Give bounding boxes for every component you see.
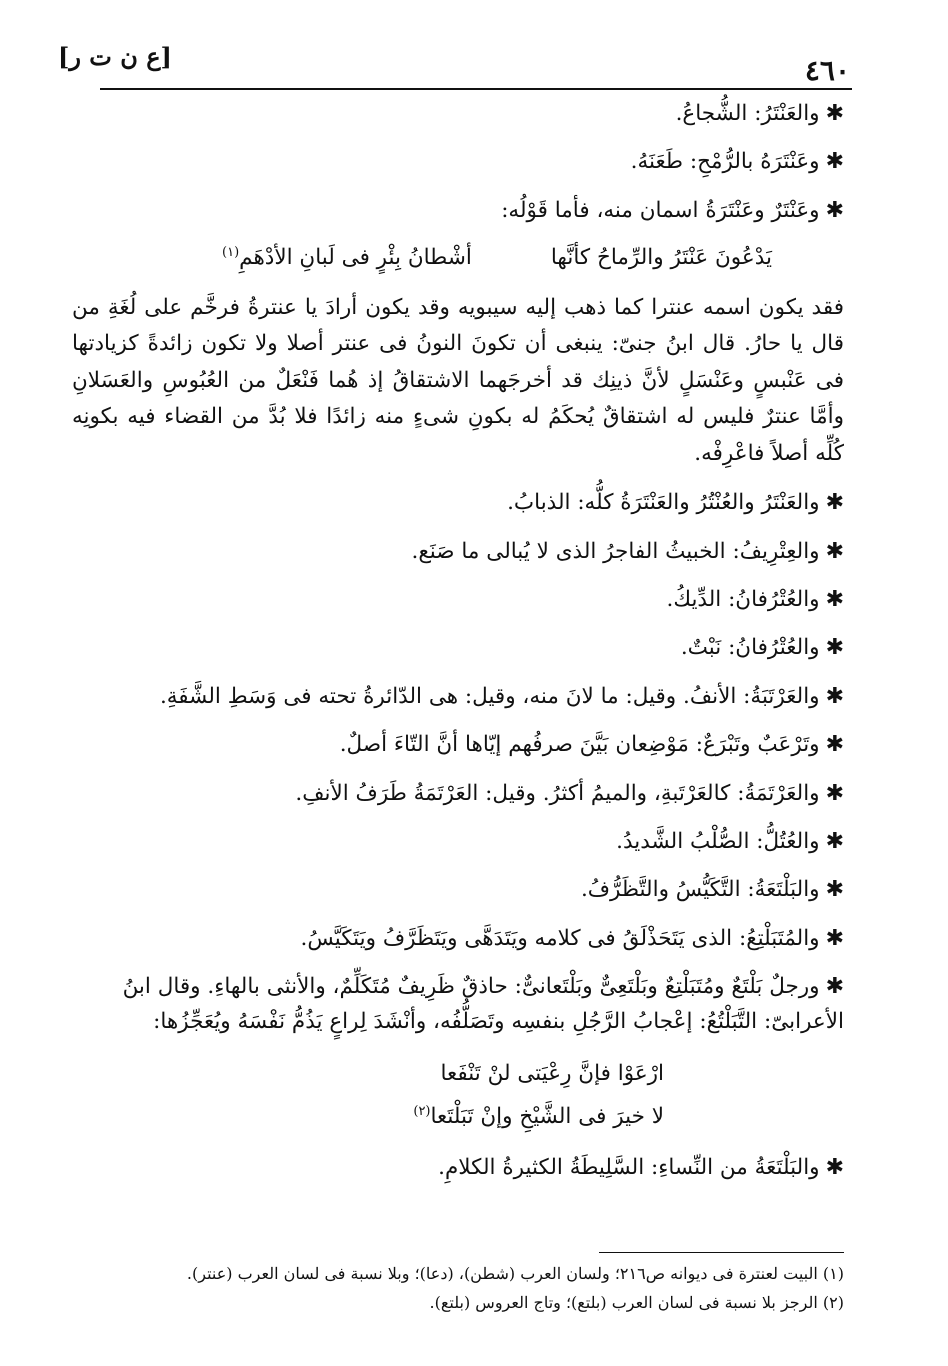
entry-text: والعُتُلُّ: الصُّلْبُ الشَّديدُ. bbox=[616, 829, 820, 855]
asterisk-icon: ✱ bbox=[825, 780, 844, 806]
entry bbox=[72, 144, 844, 179]
entry-text: ورجلٌ بَلْتَعٌ ومُتَبَلْتِعٌ وبَلْتَعِىٌّ وبَلْتَعانىٌّ: حاذقٌ ظَرِيفٌ مُتَكَلِّمٌ، والأنثى بالهاءِ. وقال ابنُ الأعرابىّ: التَّبَلْتُعُ: إعْجابُ الرَّجُلِ بنفسِه وتَصَلُّفُه، وأنْشَدَ لِراعٍ يَذُمُّ نَفْسَهُ ويُعَجِّزُها: bbox=[122, 974, 844, 1034]
asterisk-icon: ✱ bbox=[825, 635, 844, 661]
entry-text: وتَرْعَبٌ وتَبْرَعٌ: مَوْضِعان بَيَّنَ صرفُهم إيّاها أنَّ التّاءَ أصلٌ. bbox=[339, 732, 820, 758]
entry-text: وعَنْتَرٌ وعَنْتَرَةُ اسمان منه، فأما قَوْلُه: bbox=[501, 197, 820, 223]
entry bbox=[72, 485, 844, 520]
verse-second-hemistich bbox=[222, 241, 472, 275]
rajaz-line-2-text: لا خيرَ فى الشَّيْخِ وإنْ تَبَلْتَعا bbox=[430, 1103, 664, 1129]
rajaz-line-2 bbox=[72, 1095, 664, 1138]
entry-text: والبَلْتَعَةُ من النِّساءِ: السَّلِيطَةُ الكثيرةُ الكلامِ. bbox=[438, 1154, 820, 1180]
entry bbox=[72, 582, 844, 617]
asterisk-icon: ✱ bbox=[825, 683, 844, 709]
entry bbox=[72, 1150, 844, 1185]
entry bbox=[72, 193, 844, 228]
verse-second-text: أشْطانُ بِئْرٍ فى لَبانِ الأدْهَمِ bbox=[239, 245, 472, 271]
footnote-ref: (٢) bbox=[413, 1103, 431, 1119]
header-rule bbox=[100, 88, 852, 90]
footnote-rule bbox=[599, 1252, 844, 1253]
entry bbox=[72, 969, 844, 1039]
footnote-2: (٢) الرجز بلا نسبة فى لسان العرب (بلتع)؛ وتاج العروس (بلتع). bbox=[429, 1292, 844, 1312]
entry bbox=[72, 921, 844, 956]
asterisk-icon: ✱ bbox=[825, 149, 844, 175]
rajaz-verse bbox=[72, 1052, 844, 1138]
poem-verse bbox=[72, 241, 844, 275]
entry bbox=[72, 534, 844, 569]
asterisk-icon: ✱ bbox=[825, 101, 844, 126]
footnotes bbox=[80, 1260, 844, 1318]
entry bbox=[72, 96, 844, 131]
asterisk-icon: ✱ bbox=[825, 490, 844, 516]
entry-text: والمُتَبَلْتِعُ: الذى يَتَحَذْلَقُ فى كلامه ويَتَدَهَّى ويَتَظَرَّفُ ويَتَكَيَّسُ. bbox=[300, 925, 820, 951]
verse-first-hemistich: يَدْعُونَ عَنْتَرُ والرِّماحُ كأنَّها bbox=[550, 245, 772, 271]
asterisk-icon: ✱ bbox=[825, 925, 844, 951]
asterisk-icon: ✱ bbox=[825, 974, 844, 1000]
asterisk-icon: ✱ bbox=[825, 587, 844, 613]
footnote-1: (١) البيت لعنترة فى ديوانه ص٢١٦؛ ولسان العرب (شطن)، (دعا)؛ وبلا نسبة فى لسان العرب (عنتر). bbox=[186, 1264, 844, 1283]
entry-text: وعَنْتَرَهُ بالرُّمْحِ: طَعَنَهُ. bbox=[630, 149, 820, 175]
asterisk-icon: ✱ bbox=[825, 877, 844, 903]
asterisk-icon: ✱ bbox=[825, 538, 844, 564]
entry-text: والعُتْرُفانُ: نَبْتٌ. bbox=[680, 635, 820, 661]
rajaz-line-1: ارْعَوْا فإنَّ رِعْيَتى لنْ تَنْفَعا bbox=[440, 1060, 664, 1086]
asterisk-icon: ✱ bbox=[825, 197, 844, 223]
asterisk-icon: ✱ bbox=[825, 829, 844, 855]
root-letters-header: [ع ن ت ر] bbox=[58, 42, 172, 71]
entry bbox=[72, 630, 844, 665]
page-number: ٤٦٠ bbox=[804, 54, 850, 87]
entry-text: والعَرْتَمَةُ: كالعَرْتَبةِ، والميمُ أكثرُ. وقيل: العَرْتَمَةُ طَرَفُ الأنفِ. bbox=[295, 780, 820, 806]
asterisk-icon: ✱ bbox=[825, 732, 844, 758]
entry-text: والعَرْتَبَةُ: الأنفُ. وقيل: ما لانَ منه، وقيل: هى الدّائرةُ تحته فى وَسَطِ الشَّفَةِ. bbox=[159, 683, 820, 709]
commentary-paragraph: فقد يكون اسمه عنترا كما ذهب إليه سيبويه وقد يكون أرادَ يا عنترةُ فرخَّم على لُغَةِ من قال يا حارُ. قال ابنُ جنىّ: ينبغى أن تكونَ النونُ فى عنتر أصلا ولا تكون زائدةً كزيادتها فى عَنْبسٍ وعَنْسَلٍ لأنَّ ذينِك قد أخرجَهما الاشتقاقُ إذ هُما فَنْعَلٌ من العُبُوسِ والعَسَلانِ وأمَّا عنترٌ فليس له اشتقاقٌ يُحكَمُ له بكونِ شىءٍ منه زائدًا فلا بُدَّ من القضاء فيه بكونِه كُلِّه أصلاً فاعْرِفْه. bbox=[72, 294, 844, 466]
footnote-ref: (١) bbox=[222, 245, 240, 261]
entry-text: والعَنْتَرُ: الشُّجاعُ. bbox=[675, 101, 820, 126]
entry bbox=[72, 776, 844, 811]
dictionary-body bbox=[72, 96, 844, 1198]
entry bbox=[72, 872, 844, 907]
asterisk-icon: ✱ bbox=[825, 1154, 844, 1180]
entry-text: والعِتْرِيفُ: الخبيثُ الفاجرُ الذى لا يُبالى ما صَنَع. bbox=[411, 538, 820, 564]
entry-text: والبَلْتَعَةُ: التَّكَيُّسُ والتَّظَرُّفُ. bbox=[580, 877, 820, 903]
entry bbox=[72, 727, 844, 762]
entry bbox=[72, 824, 844, 859]
entry-text: والعُتْرُفانُ: الدِّيكُ. bbox=[666, 587, 820, 613]
entry bbox=[72, 679, 844, 714]
entry-text: والعَنْتَرُ والعُنْتُرُ والعَنْتَرَةُ كلُّه: الذبابُ. bbox=[507, 490, 820, 516]
